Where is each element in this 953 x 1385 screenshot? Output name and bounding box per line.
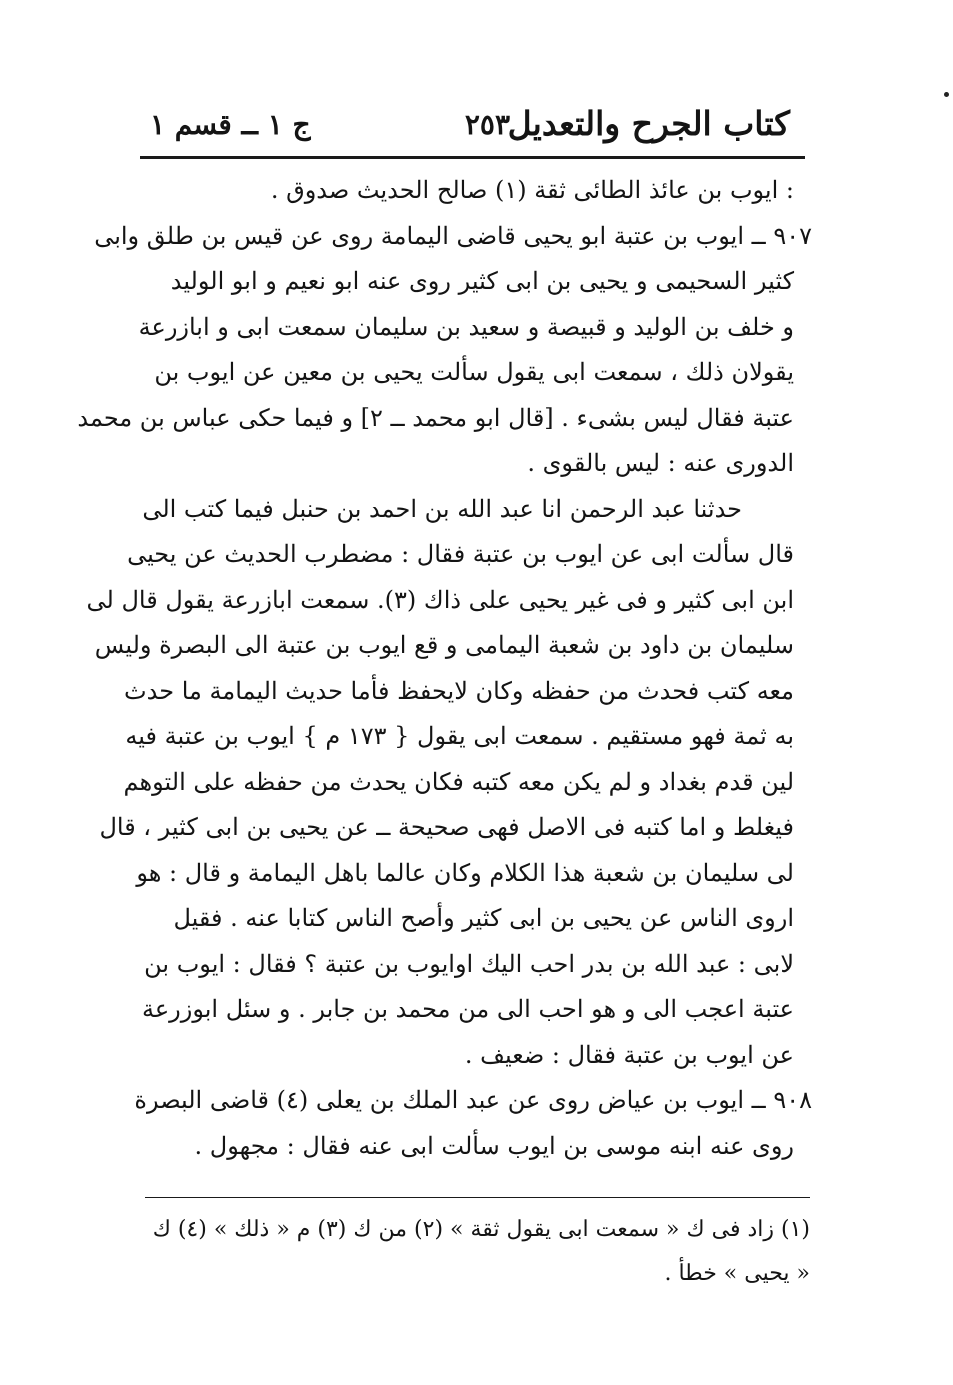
entry-907-start: ٩٠٧ ــ ايوب بن عتبة ابو يحيى قاضى اليمامة روى عن قيس بن طلق وابى — [94, 221, 812, 250]
footnote-line: (١) زاد فى ك « سمعت ابى يقول ثقة » (٢) من ك (٣) م « ذلك » (٤) ك — [152, 1217, 810, 1242]
margin-mark — [944, 92, 949, 97]
footnote-rule — [145, 1197, 810, 1198]
text-line: ابن ابى كثير و فى غير يحيى على ذاك (٣). سمعت ابازرعة يقول قال لى — [86, 585, 794, 614]
page-number: ٢٥٣ — [464, 108, 510, 141]
text-line: عتبة فقال ليس بشىء . [قال ابو محمد ــ ٢] و فيما حكى عباس بن محمد — [77, 403, 794, 432]
text-line: به ثمة فهو مستقيم . سمعت ابى يقول { ١٧٣ م } ايوب بن عتبة فيه — [125, 722, 794, 750]
text-line: و خلف بن الوليد و قبيصة و سعيد بن سليمان سمعت ابى و ابازرعة — [138, 312, 794, 341]
text-line: الدورى عنه : ليس بالقوى . — [527, 449, 794, 477]
paragraph-start: حدثنا عبد الرحمن انا عبد الله بن احمد بن حنبل فيما كتب الى — [142, 494, 742, 523]
main-text — [77, 168, 812, 1169]
text-line: لى سليمان بن شعبة هذا الكلام وكان عالما باهل اليمامة و قال : هو — [136, 858, 794, 887]
text-line: : ايوب بن عائذ الطائى ثقة (١) صالح الحديث صدوق . — [270, 176, 794, 204]
text-line: سليمان بن داود بن شعبة اليمامى و قع ايوب بن عتبة الى البصرة وليس — [94, 631, 794, 659]
text-line: اروى الناس عن يحيى بن ابى كثير وأصح الناس كتابا عنه . فقيل — [173, 904, 794, 932]
book-title: كتاب الجرح والتعديل — [507, 104, 790, 143]
text-line: عن ايوب بن عتبة فقال : ضعيف . — [464, 1040, 794, 1069]
text-line: لابى : عبد الله بن بدر احب اليك اوايوب بن عتبة ؟ فقال : ايوب بن — [144, 949, 794, 978]
text-line: قال سألت ابى عن ايوب بن عتبة فقال : مضطرب الحديث عن يحيى — [127, 540, 794, 568]
footnote-line: « يحيى » خطأ . — [664, 1261, 810, 1286]
header-rule — [140, 156, 805, 159]
text-line: فيغلط و اما كتبه فى الاصل فهى صحيحة ــ عن يحيى بن ابى كثير ، قال — [99, 813, 794, 841]
volume-label: ج ١ ــ قسم ١ — [150, 108, 311, 141]
footnotes — [145, 1208, 810, 1296]
text-line: روى عنه ابنه موسى بن ايوب سألت ابى عنه فقال : مجهول . — [194, 1131, 794, 1160]
text-line: كثير السحيمى و يحيى بن ابى كثير روى عنه ابو نعيم و ابو الوليد — [170, 267, 794, 295]
text-line: يقولان ذلك ، سمعت ابى يقول سألت يحيى بن معين عن ايوب بن — [154, 358, 794, 386]
page-header — [140, 104, 810, 154]
text-line: عتبة اعجب الى و هو احب الى من محمد بن جابر . و سئل ابوزرعة — [141, 995, 794, 1023]
text-line: لين قدم بغداد و لم يكن معه كتبه فكان يحدث من حفظه على التوهم — [123, 767, 794, 796]
text-line: معه كتب فحدث من حفظه وكان لايحفظ فأما حديث اليمامة ما حدث — [124, 676, 794, 705]
entry-908-start: ٩٠٨ ــ ايوب بن عياض روى عن عبد الملك بن يعلى (٤) قاضى البصرة — [134, 1086, 812, 1114]
